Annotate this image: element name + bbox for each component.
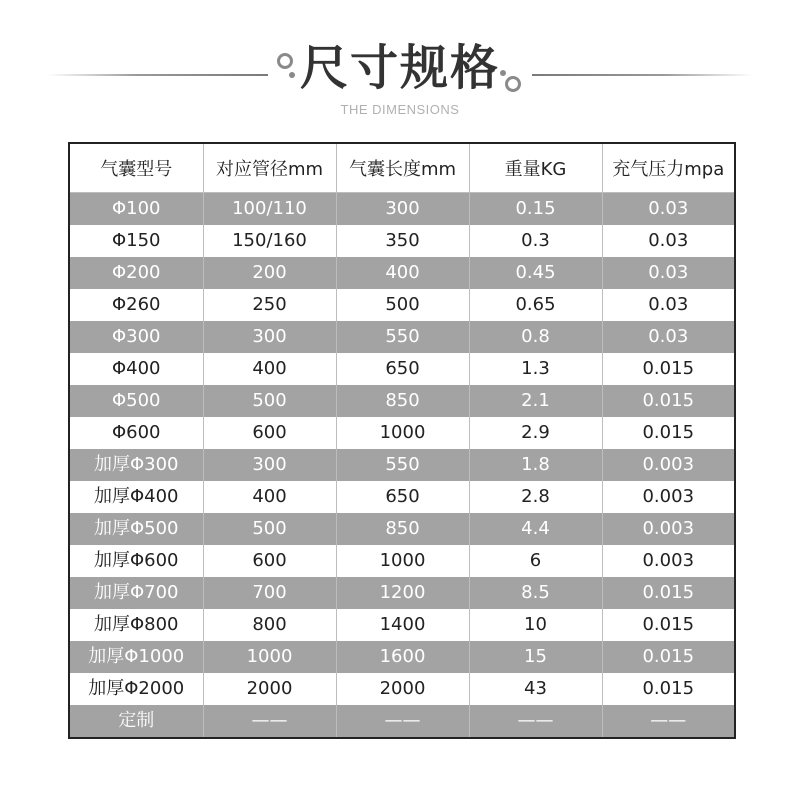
column-header-weight: 重量KG bbox=[469, 143, 602, 193]
cell-length: 2000 bbox=[336, 673, 469, 705]
cell-length: 1600 bbox=[336, 641, 469, 673]
cell-model: Φ400 bbox=[69, 353, 203, 385]
cell-pipe-diameter: 500 bbox=[203, 385, 336, 417]
decor-circle-icon bbox=[277, 53, 293, 69]
table-row bbox=[69, 481, 735, 513]
cell-weight: 0.15 bbox=[469, 193, 602, 226]
cell-length: 550 bbox=[336, 321, 469, 353]
cell-pipe-diameter: 250 bbox=[203, 289, 336, 321]
cell-pipe-diameter: 400 bbox=[203, 353, 336, 385]
table-row bbox=[69, 385, 735, 417]
cell-weight: 0.45 bbox=[469, 257, 602, 289]
cell-weight: —— bbox=[469, 705, 602, 738]
cell-pressure: 0.003 bbox=[602, 449, 735, 481]
cell-pressure: —— bbox=[602, 705, 735, 738]
cell-weight: 15 bbox=[469, 641, 602, 673]
cell-weight: 1.8 bbox=[469, 449, 602, 481]
column-header-pipe-diameter: 对应管径mm bbox=[203, 143, 336, 193]
decor-circle-icon bbox=[505, 76, 521, 92]
table-row bbox=[69, 289, 735, 321]
cell-length: 650 bbox=[336, 481, 469, 513]
table-row bbox=[69, 353, 735, 385]
cell-pressure: 0.015 bbox=[602, 577, 735, 609]
cell-weight: 0.3 bbox=[469, 225, 602, 257]
cell-pipe-diameter: 500 bbox=[203, 513, 336, 545]
cell-weight: 0.8 bbox=[469, 321, 602, 353]
cell-model: 加厚Φ300 bbox=[69, 449, 203, 481]
cell-model: Φ200 bbox=[69, 257, 203, 289]
cell-pipe-diameter: 300 bbox=[203, 321, 336, 353]
cell-weight: 4.4 bbox=[469, 513, 602, 545]
cell-pressure: 0.003 bbox=[602, 545, 735, 577]
cell-pressure: 0.003 bbox=[602, 513, 735, 545]
cell-length: 650 bbox=[336, 353, 469, 385]
cell-length: 550 bbox=[336, 449, 469, 481]
cell-length: 1000 bbox=[336, 545, 469, 577]
cell-pipe-diameter: 800 bbox=[203, 609, 336, 641]
cell-model: Φ600 bbox=[69, 417, 203, 449]
cell-model: 加厚Φ400 bbox=[69, 481, 203, 513]
cell-pressure: 0.03 bbox=[602, 257, 735, 289]
cell-model: 加厚Φ600 bbox=[69, 545, 203, 577]
cell-weight: 0.65 bbox=[469, 289, 602, 321]
column-header-pressure: 充气压力mpa bbox=[602, 143, 735, 193]
decor-dot-icon bbox=[289, 72, 295, 78]
header-rule-right bbox=[532, 74, 752, 76]
cell-model: Φ500 bbox=[69, 385, 203, 417]
table-row bbox=[69, 705, 735, 738]
table-row bbox=[69, 673, 735, 705]
cell-weight: 8.5 bbox=[469, 577, 602, 609]
cell-model: Φ100 bbox=[69, 193, 203, 226]
table-row bbox=[69, 417, 735, 449]
cell-length: 850 bbox=[336, 385, 469, 417]
cell-model: 定制 bbox=[69, 705, 203, 738]
cell-weight: 6 bbox=[469, 545, 602, 577]
cell-pressure: 0.03 bbox=[602, 193, 735, 226]
cell-pressure: 0.03 bbox=[602, 321, 735, 353]
cell-length: 1000 bbox=[336, 417, 469, 449]
decor-dot-icon bbox=[500, 70, 506, 76]
table-row bbox=[69, 641, 735, 673]
page-subtitle: THE DIMENSIONS bbox=[340, 102, 460, 117]
cell-length: 1200 bbox=[336, 577, 469, 609]
cell-pipe-diameter: 300 bbox=[203, 449, 336, 481]
table-row bbox=[69, 257, 735, 289]
cell-pressure: 0.015 bbox=[602, 353, 735, 385]
cell-pressure: 0.015 bbox=[602, 609, 735, 641]
cell-model: Φ300 bbox=[69, 321, 203, 353]
cell-pipe-diameter: 700 bbox=[203, 577, 336, 609]
column-header-model: 气囊型号 bbox=[69, 143, 203, 193]
cell-pipe-diameter: 100/110 bbox=[203, 193, 336, 226]
cell-weight: 10 bbox=[469, 609, 602, 641]
table-row bbox=[69, 225, 735, 257]
cell-model: 加厚Φ800 bbox=[69, 609, 203, 641]
cell-weight: 2.1 bbox=[469, 385, 602, 417]
cell-model: 加厚Φ2000 bbox=[69, 673, 203, 705]
table-row bbox=[69, 321, 735, 353]
cell-pressure: 0.015 bbox=[602, 641, 735, 673]
cell-length: 850 bbox=[336, 513, 469, 545]
cell-pipe-diameter: 1000 bbox=[203, 641, 336, 673]
cell-length: 1400 bbox=[336, 609, 469, 641]
column-header-length: 气囊长度mm bbox=[336, 143, 469, 193]
cell-weight: 43 bbox=[469, 673, 602, 705]
cell-length: —— bbox=[336, 705, 469, 738]
cell-pipe-diameter: 150/160 bbox=[203, 225, 336, 257]
cell-length: 300 bbox=[336, 193, 469, 226]
cell-model: 加厚Φ700 bbox=[69, 577, 203, 609]
table-row bbox=[69, 545, 735, 577]
table-row bbox=[69, 449, 735, 481]
cell-length: 400 bbox=[336, 257, 469, 289]
cell-weight: 2.9 bbox=[469, 417, 602, 449]
table-row bbox=[69, 577, 735, 609]
cell-pipe-diameter: —— bbox=[203, 705, 336, 738]
cell-pressure: 0.015 bbox=[602, 417, 735, 449]
cell-pressure: 0.03 bbox=[602, 225, 735, 257]
cell-pressure: 0.015 bbox=[602, 673, 735, 705]
page-title: 尺寸规格 bbox=[300, 40, 501, 96]
cell-weight: 2.8 bbox=[469, 481, 602, 513]
cell-pressure: 0.03 bbox=[602, 289, 735, 321]
cell-pipe-diameter: 200 bbox=[203, 257, 336, 289]
cell-length: 350 bbox=[336, 225, 469, 257]
cell-pipe-diameter: 600 bbox=[203, 417, 336, 449]
cell-model: 加厚Φ500 bbox=[69, 513, 203, 545]
cell-weight: 1.3 bbox=[469, 353, 602, 385]
table-row bbox=[69, 609, 735, 641]
cell-pipe-diameter: 400 bbox=[203, 481, 336, 513]
cell-pipe-diameter: 600 bbox=[203, 545, 336, 577]
page-header bbox=[0, 0, 800, 130]
table-row bbox=[69, 513, 735, 545]
cell-pipe-diameter: 2000 bbox=[203, 673, 336, 705]
cell-pressure: 0.003 bbox=[602, 481, 735, 513]
spec-table bbox=[68, 142, 736, 739]
cell-length: 500 bbox=[336, 289, 469, 321]
cell-model: Φ260 bbox=[69, 289, 203, 321]
table-row bbox=[69, 193, 735, 226]
cell-pressure: 0.015 bbox=[602, 385, 735, 417]
cell-model: 加厚Φ1000 bbox=[69, 641, 203, 673]
cell-model: Φ150 bbox=[69, 225, 203, 257]
table-header-row bbox=[69, 143, 735, 193]
header-rule-left bbox=[48, 74, 268, 76]
